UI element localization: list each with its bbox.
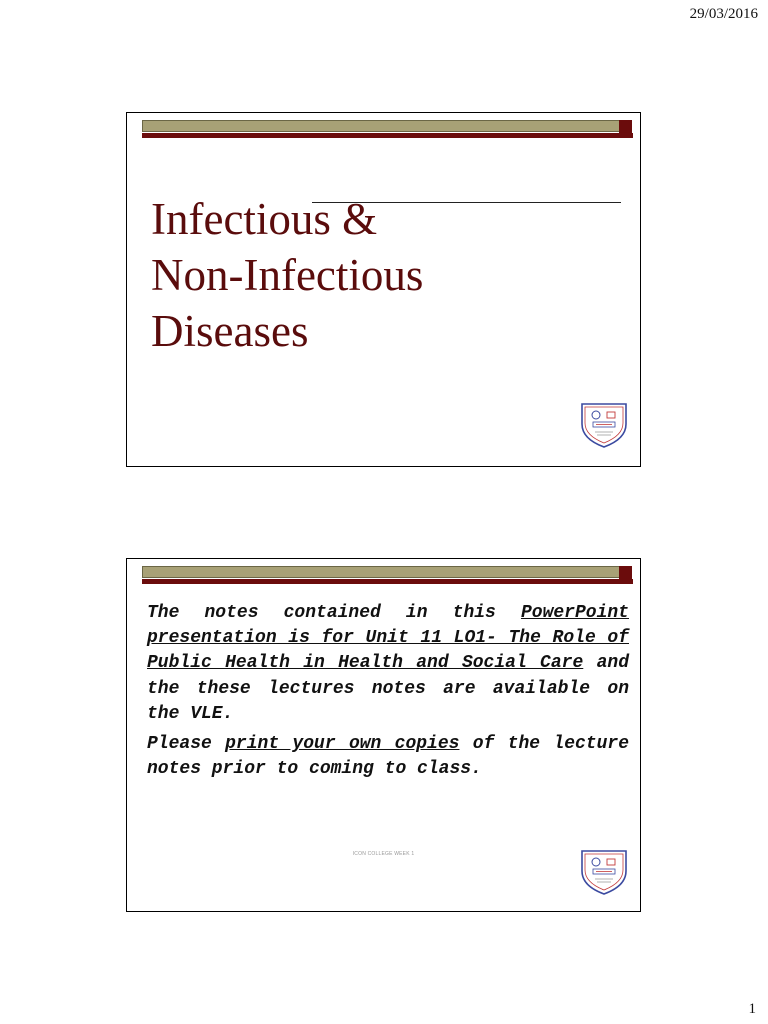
slide-footer: ICON COLLEGE WEEK 1 [352, 851, 415, 857]
slide-title [151, 191, 423, 359]
header-bar-maroon [142, 579, 633, 584]
slide-thumbnail-1 [126, 112, 641, 467]
para1-lead: The notes contained in this [147, 603, 496, 623]
page-date: 29/03/2016 [689, 6, 758, 22]
title-line-3: Diseases [151, 306, 309, 356]
page-number: 1 [748, 1001, 756, 1017]
college-crest-icon [579, 849, 629, 895]
header-bar-maroon [142, 133, 633, 138]
college-crest-icon [579, 402, 629, 448]
header-bar-olive [142, 120, 623, 132]
para2-tail: of the lecture notes prior to coming to class. [147, 734, 630, 780]
para2-underlined: print your own copies [225, 734, 460, 755]
header-bar-olive [142, 566, 623, 578]
para1-tail: and the these lectures notes are available on the VLE. [147, 653, 629, 724]
header-square [619, 566, 632, 579]
para2-lead: Please [147, 734, 212, 755]
notes-paragraph-2 [147, 732, 629, 782]
notes-text [147, 601, 629, 787]
header-square [619, 120, 632, 133]
title-line-1: Infectious & [151, 194, 378, 244]
title-line-2: Non-Infectious [151, 250, 424, 300]
notes-paragraph-1 [147, 601, 629, 727]
slide-thumbnail-2 [126, 558, 641, 912]
para1-underlined: PowerPoint presentation is for Unit 11 LO1- The Role of Public Health in Health and Social Care [147, 603, 629, 674]
